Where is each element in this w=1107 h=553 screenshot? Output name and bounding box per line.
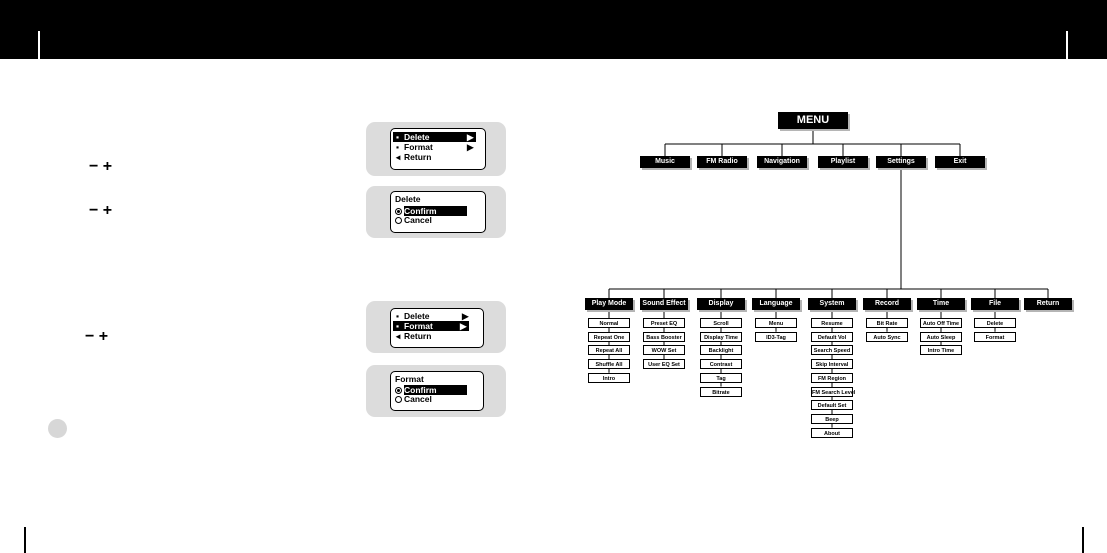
- menu-item-settings: Settings: [876, 156, 926, 168]
- option-label: Confirm: [404, 385, 467, 395]
- bullet-icon: ▪: [396, 132, 400, 142]
- arrow-right-icon: ▶: [462, 311, 469, 321]
- menu-item-exit: Exit: [935, 156, 985, 168]
- submenu-item-id3-tag: ID3-Tag: [755, 332, 797, 342]
- submenu-item-about: About: [811, 428, 853, 438]
- settings-item-record: Record: [863, 298, 911, 310]
- minus-icon: −: [89, 158, 99, 175]
- submenu-item-intro-time: Intro Time: [920, 345, 962, 355]
- plus-icon: +: [98, 328, 109, 345]
- submenu-item-wow-set: WOW Set: [643, 345, 685, 355]
- submenu-item-auto-off-time: Auto Off Time: [920, 318, 962, 328]
- menu-row-label: Delete: [404, 311, 430, 321]
- arrow-right-icon: ▶: [460, 321, 467, 331]
- submenu-item-bass-booster: Bass Booster: [643, 332, 685, 342]
- option-label: Cancel: [404, 394, 432, 404]
- return-arrow-icon: ◂: [396, 152, 401, 162]
- submenu-item-delete: Delete: [974, 318, 1016, 328]
- menu-row-label: Return: [404, 152, 432, 162]
- submenu-item-preset-eq: Preset EQ: [643, 318, 685, 328]
- submenu-item-fm-region: FM Region: [811, 373, 853, 383]
- submenu-item-resume: Resume: [811, 318, 853, 328]
- submenu-item-contrast: Contrast: [700, 359, 742, 369]
- submenu-item-user-eq-set: User EQ Set: [643, 359, 685, 369]
- submenu-item-search-speed: Search Speed: [811, 345, 853, 355]
- menu-root-box: MENU: [778, 112, 848, 129]
- arrow-right-icon: ▶: [467, 132, 474, 142]
- submenu-item-menu: Menu: [755, 318, 797, 328]
- bullet-icon: ▪: [396, 321, 400, 331]
- submenu-item-format: Format: [974, 332, 1016, 342]
- menu-item-navigation: Navigation: [757, 156, 807, 168]
- bullet-icon: ▪: [396, 311, 400, 321]
- menu-row-label: Delete: [404, 132, 430, 142]
- option-label: Confirm: [404, 206, 467, 216]
- bullet-icon: ▪: [396, 142, 400, 152]
- submenu-item-display-time: Display Time: [700, 332, 742, 342]
- plus-icon: +: [102, 202, 113, 219]
- submenu-item-default-set: Default Set: [811, 400, 853, 410]
- submenu-item-skip-interval: Skip Interval: [811, 359, 853, 369]
- submenu-item-auto-sync: Auto Sync: [866, 332, 908, 342]
- settings-item-play-mode: Play Mode: [585, 298, 633, 310]
- menu-item-fm-radio: FM Radio: [697, 156, 747, 168]
- settings-item-time: Time: [917, 298, 965, 310]
- settings-item-language: Language: [752, 298, 800, 310]
- screen-title: Delete: [395, 194, 421, 204]
- submenu-item-repeat-one: Repeat One: [588, 332, 630, 342]
- submenu-item-fm-search-level: FM Search Level: [811, 387, 853, 397]
- option-label: Cancel: [404, 215, 432, 225]
- settings-item-return: Return: [1024, 298, 1072, 310]
- settings-item-display: Display: [697, 298, 745, 310]
- submenu-item-bit-rate: Bit Rate: [866, 318, 908, 328]
- menu-item-music: Music: [640, 156, 690, 168]
- minus-icon: −: [85, 328, 95, 345]
- submenu-item-scroll: Scroll: [700, 318, 742, 328]
- settings-item-file: File: [971, 298, 1019, 310]
- submenu-item-tag: Tag: [700, 373, 742, 383]
- submenu-item-normal: Normal: [588, 318, 630, 328]
- menu-row-label: Return: [404, 331, 432, 341]
- settings-item-sound-effect: Sound Effect: [640, 298, 688, 310]
- submenu-item-default-vol: Default Vol: [811, 332, 853, 342]
- submenu-item-repeat-all: Repeat All: [588, 345, 630, 355]
- submenu-item-shuffle-all: Shuffle All: [588, 359, 630, 369]
- submenu-item-bitrate: Bitrate: [700, 387, 742, 397]
- menu-row-label: Format: [404, 321, 433, 331]
- arrow-right-icon: ▶: [467, 142, 474, 152]
- settings-item-system: System: [808, 298, 856, 310]
- menu-row-label: Format: [404, 142, 433, 152]
- plus-icon: +: [102, 158, 113, 175]
- submenu-item-intro: Intro: [588, 373, 630, 383]
- screen-title: Format: [395, 374, 424, 384]
- submenu-item-backlight: Backlight: [700, 345, 742, 355]
- minus-icon: −: [89, 202, 99, 219]
- menu-item-playlist: Playlist: [818, 156, 868, 168]
- submenu-item-beep: Beep: [811, 414, 853, 424]
- submenu-item-auto-sleep: Auto Sleep: [920, 332, 962, 342]
- return-arrow-icon: ◂: [396, 331, 401, 341]
